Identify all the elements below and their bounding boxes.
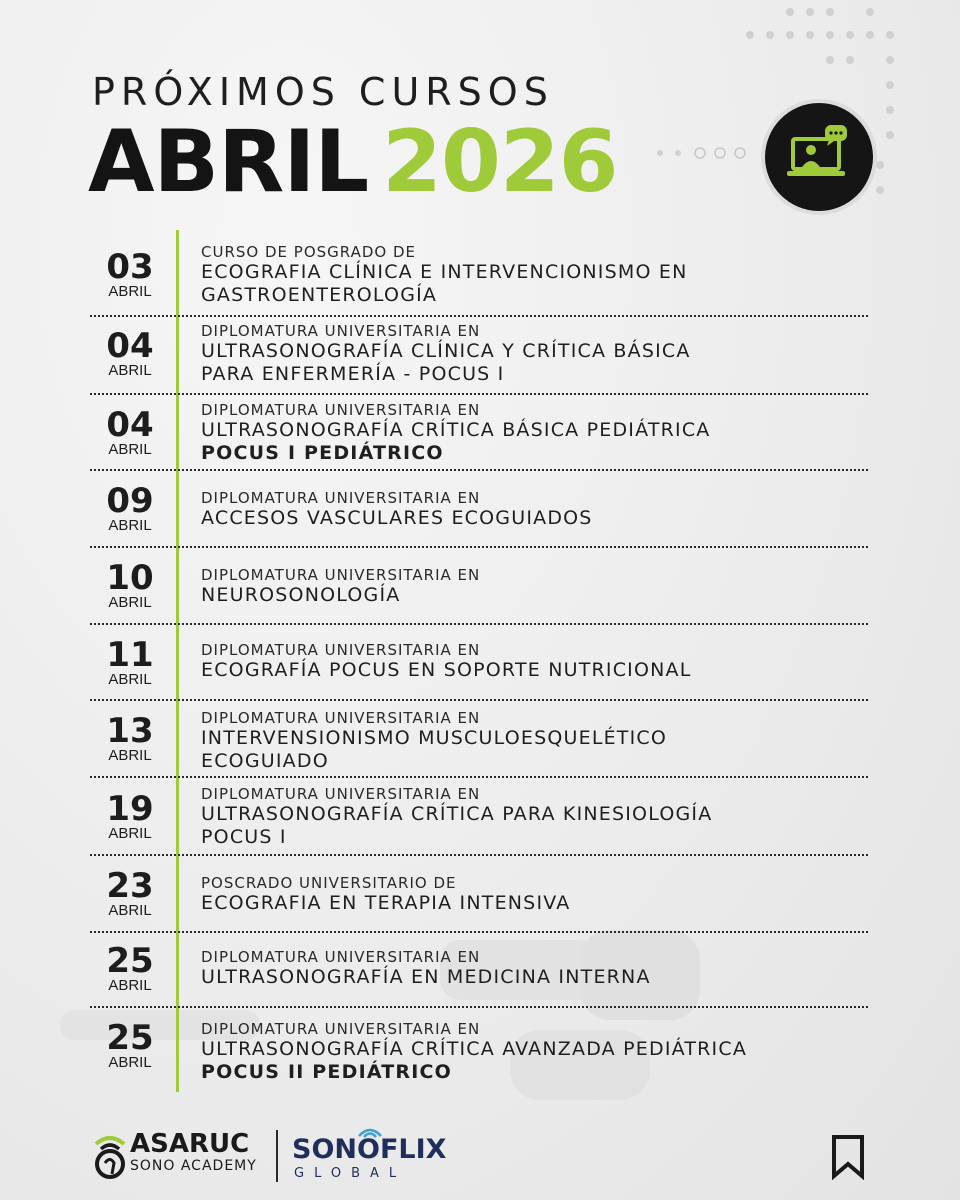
divider [90,315,868,317]
course-subtitle: DIPLOMATURA UNIVERSITARIA EN [201,322,481,340]
course-text [201,874,570,915]
bookmark-icon[interactable] [830,1134,866,1180]
course-text [201,1020,747,1084]
divider [90,623,868,625]
sonoflix-subtitle: GLOBAL [294,1166,407,1181]
title-month: ABRIL [88,112,369,212]
course-month: ABRIL [108,517,152,534]
divider [90,854,868,856]
course-day: 03 [106,247,154,287]
course-day: 25 [106,941,154,981]
course-day: 19 [106,789,154,829]
course-text [201,322,691,386]
divider [90,393,868,395]
course-month: ABRIL [108,283,152,300]
course-date [90,941,170,994]
course-day: 13 [106,711,154,751]
divider [90,699,868,701]
course-month: ABRIL [108,441,152,458]
course-title-line1: ULTRASONOGRAFÍA CRÍTICA AVANZADA PEDIÁTRICA [201,1038,748,1060]
course-date [90,711,170,764]
divider [90,931,868,933]
course-subtitle: DIPLOMATURA UNIVERSITARIA EN [201,709,481,727]
divider [90,776,868,778]
course-title-line2: PARA ENFERMERÍA - POCUS I [201,363,505,385]
pretitle: PRÓXIMOS CURSOS [92,70,554,114]
course-day: 11 [106,635,154,675]
course-month: ABRIL [108,671,152,688]
course-date [90,558,170,611]
course-title-line1: NEUROSONOLOGÍA [201,584,401,606]
divider [90,546,868,548]
course-date [90,247,170,300]
footer-separator [276,1130,278,1182]
course-day: 09 [106,481,154,521]
course-date [90,789,170,842]
course-text [201,566,480,607]
course-text [201,709,667,773]
course-day: 23 [106,866,154,906]
course-text [201,785,712,849]
course-title-line1: ECOGRAFIA CLÍNICA E INTERVENCIONISMO EN [201,261,688,283]
course-month: ABRIL [108,362,152,379]
course-title-line1: ULTRASONOGRAFÍA CLÍNICA Y CRÍTICA BÁSICA [201,340,691,362]
course-month: ABRIL [108,902,152,919]
course-day: 25 [106,1018,154,1058]
course-title-line1: ECOGRAFIA EN TERAPIA INTENSIVA [201,892,571,914]
course-subtitle: CURSO DE POSGRADO DE [201,243,416,261]
course-day: 04 [106,326,154,366]
course-date [90,1018,170,1071]
course-month: ABRIL [108,747,152,764]
divider [90,1006,868,1008]
course-date [90,866,170,919]
title-year: 2026 [382,112,618,212]
course-text [201,641,692,682]
course-date [90,326,170,379]
course-month: ABRIL [108,825,152,842]
course-subtitle: DIPLOMATURA UNIVERSITARIA EN [201,1020,481,1038]
course-subtitle: DIPLOMATURA UNIVERSITARIA EN [201,401,481,419]
course-date [90,635,170,688]
course-title-line1: ECOGRAFÍA POCUS EN SOPORTE NUTRICIONAL [201,659,692,681]
asaruc-emblem-icon [90,1130,130,1182]
course-day: 04 [106,405,154,445]
course-title-line1: ULTRASONOGRAFÍA CRÍTICA PARA KINESIOLOGÍA [201,803,713,825]
course-title-line2: POCUS I [201,826,287,848]
course-day: 10 [106,558,154,598]
course-title-line2: POCUS I PEDIÁTRICO [201,442,444,464]
sonoflix-logo [292,1130,452,1182]
course-subtitle: DIPLOMATURA UNIVERSITARIA EN [201,566,481,584]
course-month: ABRIL [108,977,152,994]
course-subtitle: DIPLOMATURA UNIVERSITARIA EN [201,489,481,507]
sonoflix-name: SONOFLIX [292,1134,447,1165]
course-title-line2: GASTROENTEROLOGÍA [201,284,438,306]
course-text [201,489,593,530]
asaruc-name: ASARUC [130,1129,250,1159]
course-title-line1: INTERVENSIONISMO MUSCULOESQUELÉTICO [201,727,668,749]
course-title-line1: ULTRASONOGRAFÍA EN MEDICINA INTERNA [201,966,651,988]
course-date [90,481,170,534]
course-month: ABRIL [108,1054,152,1071]
course-subtitle: DIPLOMATURA UNIVERSITARIA EN [201,785,481,803]
course-text [201,401,711,465]
asaruc-subtitle: SONO ACADEMY [130,1158,257,1174]
course-title-line2: POCUS II PEDIÁTRICO [201,1061,453,1083]
course-title-line1: ACCESOS VASCULARES ECOGUIADOS [201,507,593,529]
course-date [90,405,170,458]
course-month: ABRIL [108,594,152,611]
timeline-line [176,230,179,1092]
course-text [201,948,651,989]
course-subtitle: DIPLOMATURA UNIVERSITARIA EN [201,948,481,966]
divider [90,469,868,471]
course-title-line2: ECOGUIADO [201,750,329,772]
online-class-icon [765,103,873,211]
page-title [88,112,618,212]
course-title-line1: ULTRASONOGRAFÍA CRÍTICA BÁSICA PEDIÁTRICA [201,419,711,441]
course-text [201,243,687,307]
course-subtitle: DIPLOMATURA UNIVERSITARIA EN [201,641,481,659]
course-subtitle: POSCRADO UNIVERSITARIO DE [201,874,457,892]
